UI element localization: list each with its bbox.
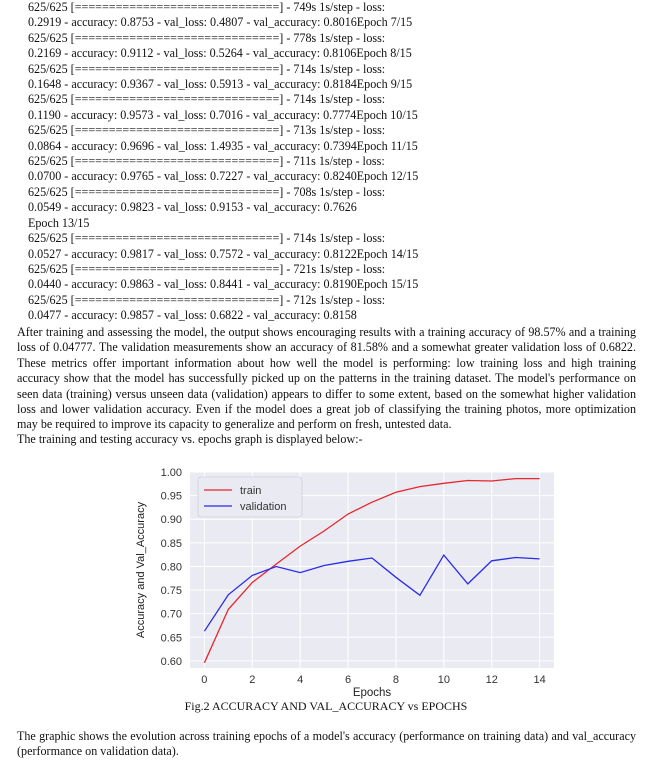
- log-line: [28, 169, 428, 184]
- figure-caption: Fig.2 ACCURACY AND VAL_ACCURACY vs EPOCHS: [184, 699, 468, 713]
- y-tick-label: 0.85: [160, 537, 182, 550]
- log-line-text: 0.0440 - accuracy: 0.9863 - val_loss: 0.8441 - val_accuracy: 0.8190Epoch 15/15: [28, 277, 419, 292]
- y-tick-label: 0.75: [160, 585, 182, 598]
- x-tick-label: 12: [485, 674, 498, 686]
- graph-intro-paragraph: The training and testing accuracy vs. epochs graph is displayed below:-: [17, 432, 363, 446]
- log-line: [28, 62, 428, 77]
- log-line-text: 625/625 [==============================]: [28, 184, 284, 199]
- log-line: [28, 31, 428, 46]
- log-line-text: 0.2169 - accuracy: 0.9112 - val_loss: 0.5264 - val_accuracy: 0.8106Epoch 8/15: [28, 46, 412, 61]
- log-line-text: 625/625 [==============================]: [28, 0, 284, 14]
- y-tick-label: 0.80: [160, 561, 182, 574]
- x-tick-label: 2: [249, 674, 256, 686]
- log-line-text: 625/625 [==============================]: [28, 61, 284, 76]
- y-tick-label: 0.95: [160, 490, 182, 503]
- log-line-text: 625/625 [==============================]: [28, 261, 284, 276]
- log-line-text: 625/625 [==============================]: [28, 231, 284, 246]
- log-line: [28, 123, 428, 138]
- x-tick-label: 6: [344, 674, 352, 686]
- log-line: [28, 247, 428, 262]
- x-tick-label: 4: [297, 674, 304, 686]
- log-line: [28, 185, 428, 200]
- results-paragraph: After training and assessing the model, the output shows encouraging results with a training accuracy of 98.57% and a training loss of 0.04777. The validation measurements show an accuracy of 81.58% and a somewhat greater validation loss of 0.6822. These metrics offer important information about how well the model is performing: low training loss and high training accuracy show that the model has successfully picked up on the patterns in the training dataset. The model's performance on seen data (training) versus unseen data (validation) appears to differ to some extent, based on the somewhat higher validation loss and lower validation accuracy. Even if the model does a great job of classifying the training photos, more optimization may be required to improve its capacity to generalize and perform on fresh, untested data.: [17, 325, 636, 432]
- legend-label: train: [240, 485, 262, 497]
- y-tick-label: 0.60: [160, 655, 182, 668]
- log-line-timing: - 721s 1s/step - loss:: [283, 261, 386, 276]
- log-line-text: Epoch 13/15: [28, 215, 90, 230]
- y-tick-label: 0.90: [160, 514, 182, 527]
- log-line: [28, 231, 428, 246]
- log-line-text: 0.0864 - accuracy: 0.9696 - val_loss: 1.4935 - val_accuracy: 0.7394Epoch 11/15: [28, 138, 418, 153]
- log-line: [28, 200, 428, 215]
- log-line: [28, 46, 428, 61]
- y-axis-label: Accuracy and Val_Accuracy: [135, 501, 147, 639]
- log-line: [28, 139, 428, 154]
- x-tick-label: 0: [201, 674, 208, 686]
- log-line-text: 625/625 [==============================]: [28, 123, 284, 138]
- log-line: [28, 15, 428, 30]
- log-line: [28, 277, 428, 292]
- log-line-text: 0.0549 - accuracy: 0.9823 - val_loss: 0.9153 - val_accuracy: 0.7626: [28, 200, 357, 215]
- log-line-text: 625/625 [==============================]: [28, 92, 284, 107]
- log-line-timing: - 778s 1s/step - loss:: [283, 30, 386, 45]
- accuracy-chart-svg: [128, 465, 568, 705]
- x-axis-label: Epochs: [352, 687, 392, 699]
- log-line-text: 0.0700 - accuracy: 0.9765 - val_loss: 0.7227 - val_accuracy: 0.8240Epoch 12/15: [28, 169, 419, 184]
- x-tick-label: 8: [392, 674, 400, 686]
- log-line-text: 0.0527 - accuracy: 0.9817 - val_loss: 0.7572 - val_accuracy: 0.8122Epoch 14/15: [28, 246, 419, 261]
- log-line-text: 625/625 [==============================]: [28, 292, 284, 307]
- legend-label: validation: [240, 501, 287, 513]
- log-line: [28, 262, 428, 277]
- log-line: [28, 308, 428, 323]
- log-line: [28, 77, 428, 92]
- log-line-text: 0.2919 - accuracy: 0.8753 - val_loss: 0.4807 - val_accuracy: 0.8016Epoch 7/15: [28, 15, 413, 30]
- log-line-text: 0.0477 - accuracy: 0.9857 - val_loss: 0.6822 - val_accuracy: 0.8158: [28, 308, 357, 323]
- log-line-timing: - 708s 1s/step - loss:: [283, 184, 386, 199]
- log-line-timing: - 711s 1s/step - loss:: [283, 154, 385, 169]
- log-line-timing: - 712s 1s/step - loss:: [283, 292, 386, 307]
- y-tick-label: 1.00: [160, 467, 182, 479]
- log-line: [28, 216, 428, 231]
- log-line: [28, 0, 428, 15]
- log-line: [28, 293, 428, 308]
- log-line: [28, 108, 428, 123]
- log-line-text: 0.1190 - accuracy: 0.9573 - val_loss: 0.7016 - val_accuracy: 0.7774Epoch 10/15: [28, 107, 418, 122]
- training-log: [28, 0, 428, 324]
- graph-description-paragraph: The graphic shows the evolution across training epochs of a model's accuracy (performance on training data) and val_accuracy (performance on validation data).: [17, 729, 636, 759]
- log-line: [28, 154, 428, 169]
- log-line-timing: - 714s 1s/step - loss:: [283, 61, 386, 76]
- log-line-text: 625/625 [==============================]: [28, 154, 284, 169]
- log-line: [28, 92, 428, 107]
- log-line-timing: - 713s 1s/step - loss:: [283, 123, 386, 138]
- log-line-text: 625/625 [==============================]: [28, 30, 284, 45]
- x-tick-label: 14: [533, 674, 546, 686]
- x-tick-label: 10: [437, 674, 450, 686]
- log-line-timing: - 749s 1s/step - loss:: [283, 0, 386, 14]
- y-tick-label: 0.65: [160, 632, 182, 645]
- log-line-timing: - 714s 1s/step - loss:: [283, 92, 386, 107]
- y-tick-label: 0.70: [160, 608, 182, 621]
- log-line-timing: - 714s 1s/step - loss:: [283, 231, 386, 246]
- accuracy-chart: [128, 465, 568, 705]
- log-line-text: 0.1648 - accuracy: 0.9367 - val_loss: 0.5913 - val_accuracy: 0.8184Epoch 9/15: [28, 77, 413, 92]
